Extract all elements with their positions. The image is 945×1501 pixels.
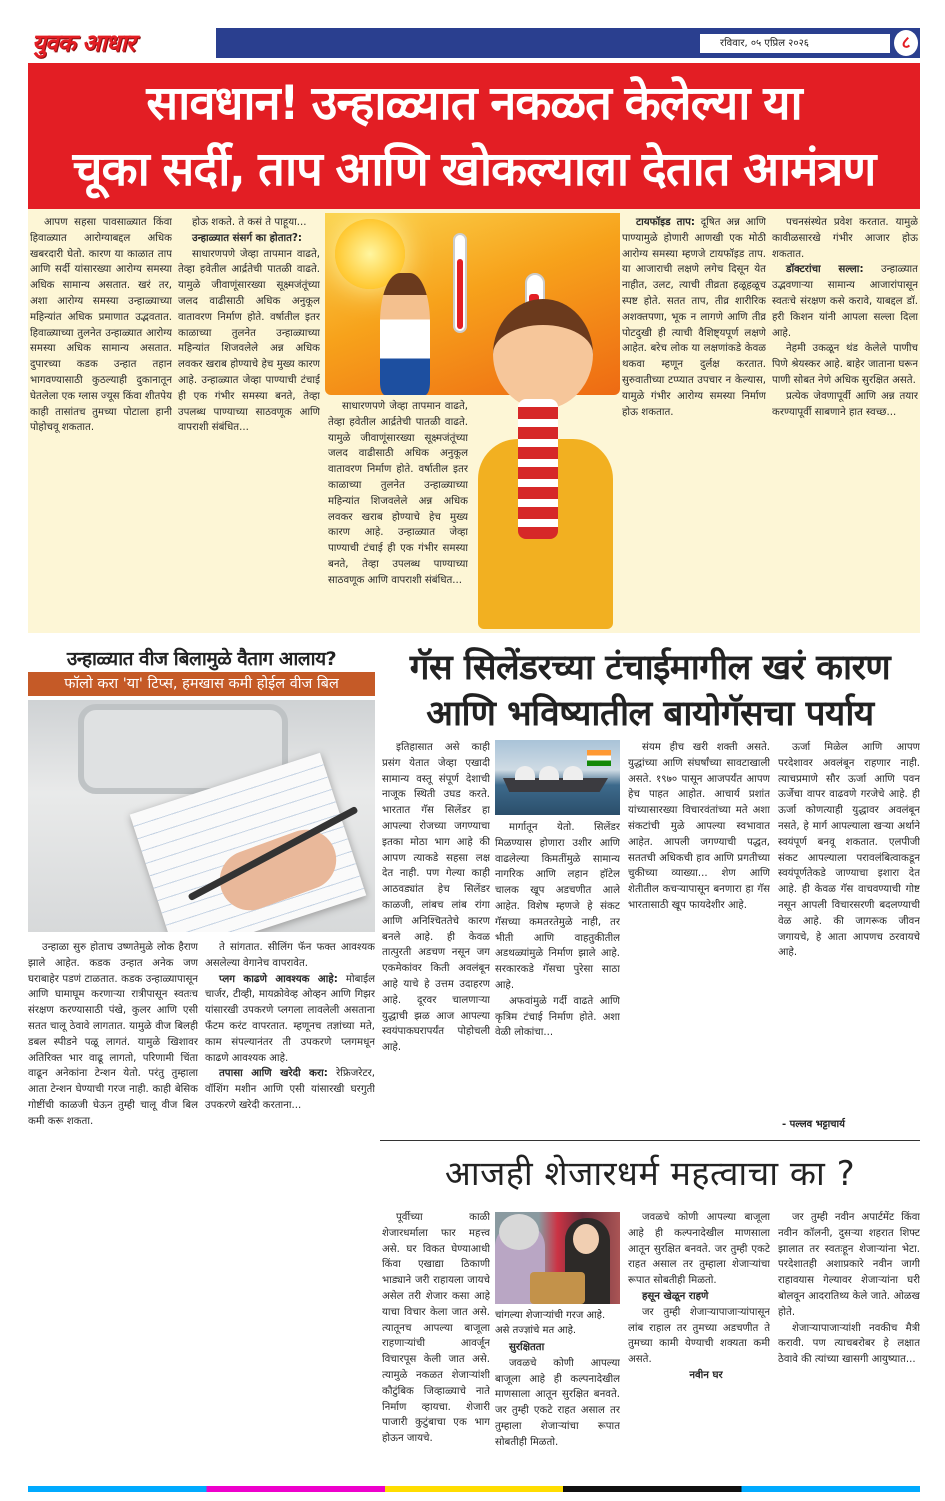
article-column bbox=[382, 1210, 490, 1475]
paragraph: अफवांमुळे गर्दी वाढते आणि कृत्रिम टंचाई निर्माण होते. अशा वेळी लोकांचा... bbox=[495, 995, 620, 1039]
paragraph: पूर्वीच्या काळी शेजारधर्माला फार महत्त्व असे. घर विकत घेण्याआधी किंवा एखाद्या ठिकाणी भाड्याने जरी राहायला जायचे असेल तरी शेजार कसा आहे याचा विचार केला जात असे. त्यातूनच आपल्या बाजूला राहणाऱ्यांची आवर्जून विचारपूस केली जात असे. त्यामुळे नकळत शेजाऱ्यांशी कौटुंबिक जिव्हाळ्याचे नाते निर्माण व्हायचा. शेजारी पाजारी कुटुंबाचा एक भाग होऊन जायचे. bbox=[382, 1212, 490, 1445]
man-figure bbox=[380, 273, 430, 395]
subheading: उन्हाळ्यात संसर्ग का होतात?: bbox=[192, 232, 302, 244]
paragraph: उन्हाळ्यात उद्भवणाऱ्या सामान्य आजारांपासून स्वतःचे संरक्षण कसे करावे, याबद्दल डॉ. हरी किशन यांनी आपला सल्ला दिला आहे. bbox=[772, 264, 918, 339]
neighbour-headline: आजही शेजारधर्म महत्वाचा का ? bbox=[444, 1154, 856, 1194]
article-column bbox=[30, 215, 172, 627]
article-column bbox=[778, 740, 920, 1112]
page-number: ८ bbox=[894, 30, 918, 56]
paragraph: मोबाईल चार्जर, टीव्ही, मायक्रोवेव्ह ओव्हन आणि गिझर यांसारखी उपकरणे प्लगला लावलेली असताना फँटम करंट वापरतात. म्हणूनच तज्ञांच्या मते, काम संपल्यानंतर ती उपकरणे प्लगमधून काढणे आवश्यक आहे. bbox=[205, 973, 375, 1064]
paragraph: आपण सहसा पावसाळ्यात किंवा हिवाळ्यात आरोग्याबद्दल अधिक खबरदारी घेतो. कारण या काळात ताप आणि सर्दी यांसारख्या आरोग्य समस्या अधिक सामान्य असतात. खरं तर, अशा आरोग्य समस्या उन्हाळ्याच्या महिन्यांत अधिक प्रमाणात उद्भवतात. हिवाळ्याच्या तुलनेत उन्हाळ्यात आरोग्य समस्या अधिक सामान्य असतात. दुपारच्या कडक उन्हात तहान भागवण्यासाठी कुठल्याही दुकानातून घेतलेला एक ग्लास ज्यूस किंवा शीतपेय काही तासांतच तुमच्या पोटाला हानी पोहोचवू शकतात. bbox=[30, 217, 172, 434]
subheading: डॉक्टरांचा सल्ला: bbox=[786, 264, 864, 276]
neighbours-photo bbox=[495, 1212, 620, 1304]
article-column bbox=[382, 740, 490, 1135]
paragraph: शेजाऱ्यापाजाऱ्यांशी नवकीच मैत्री करावी. पण त्याचबरोबर हे लक्षात ठेवावे की त्यांच्या खासगी आयुष्यात... bbox=[778, 1322, 920, 1366]
article-column bbox=[328, 399, 468, 627]
newspaper-logo: युवक आधार bbox=[28, 28, 216, 58]
headline-line-2: चूका सर्दी, ताप आणि खोकल्याला देतात आमंत्रण bbox=[72, 142, 876, 197]
paragraph: पचनसंस्थेत प्रवेश करतात. यामुळे कावीळसारखे गंभीर आजार होऊ शकतात. bbox=[772, 217, 918, 260]
lpg-ship-photo bbox=[495, 740, 620, 815]
thermometer-icon bbox=[453, 233, 467, 333]
article-column bbox=[628, 1210, 770, 1475]
electric-meter-photo bbox=[28, 700, 375, 932]
article-column bbox=[628, 740, 770, 1135]
paragraph: जवळचे कोणी आपल्या बाजूला आहे ही कल्पनादेखील माणसाला आतून सुरक्षित बनवते. जर तुम्ही एकटे राहत असाल तर तुम्हाला शेजाऱ्यांचा रूपात सोबतीही मिळतो. bbox=[628, 1212, 770, 1287]
paragraph: जर तुम्ही नवीन अपार्टमेंट किंवा नवीन कॉलनी, दुसऱ्या शहरात शिफ्ट झालात तर स्वतःहून शेजाऱ्यांना भेटा. परदेशातही अशाप्रकारे नवीन जागी राहावयास गेल्यावर शेजाऱ्यांना घरी बोलवून आदरातिथ्य केले जाते. ओळख होते. bbox=[778, 1212, 920, 1318]
subheading: टायफॉइड ताप: bbox=[636, 217, 695, 228]
masthead bbox=[28, 28, 920, 58]
sick-boy-illustration bbox=[468, 299, 620, 629]
subheading: तपासा आणि खरेदी करा: bbox=[219, 1068, 328, 1080]
article-column bbox=[178, 215, 320, 627]
divider bbox=[380, 1140, 920, 1141]
electricity-headline: उन्हाळ्यात वीज बिलामुळे वैताग आलाय? bbox=[66, 648, 337, 670]
author-byline: - पल्लव भट्टाचार्य bbox=[782, 1119, 845, 1130]
electricity-subheadline: फॉलो करा 'या' टिप्स, हमखास कमी होईल वीज बिल bbox=[28, 672, 375, 696]
paragraph: ऊर्जा मिळेल आणि आपण परदेशावर अवलंबून राहणार नाही. त्याचप्रमाणे सौर ऊर्जा आणि पवन ऊर्जेचा वापर वाढवणे गरजेचे आहे. ही ऊर्जा कोणत्याही युद्धावर अवलंबून नसते, हे मार्ग आपल्याला खऱ्या अर्थाने स्वयंपूर्ण बनवू शकतात. एलपीजी संकट आपल्याला परावलंबित्वाकडून स्वयंपूर्णतेकडे जाण्याचा इशारा देत आहे. ही केवळ गॅस वाचवण्याची गोष्ट नसून आपली विचारसरणी बदलण्याची वेळ आहे. की जागरूक जीवन जगायचे, हे आता आपणच ठरवायचे आहे. bbox=[778, 742, 920, 959]
paragraph: मार्गातून येतो. सिलेंडर मिळण्यास होणारा उशीर आणि वाढलेल्या किमतींमुळे सामान्य नागरिक आणि लहान हॉटेल चालक खूप अडचणीत आले आहेत. विशेष म्हणजे हे संकट गॅसच्या कमतरतेमुळे नाही, तर भीती आणि वाहतुकीतील अडथळ्यांमुळे निर्माण झाले आहे. सरकारकडे गॅसचा पुरेसा साठा आहे. bbox=[495, 822, 620, 991]
subheading: हसून खेळून राहणे bbox=[642, 1290, 709, 1302]
article-column bbox=[28, 940, 198, 1475]
india-flag-icon bbox=[587, 750, 611, 766]
summer-article bbox=[28, 209, 920, 633]
paragraph: साधारणपणे जेव्हा तापमान वाढते, तेव्हा हवेतील आर्द्रतेची पातळी वाढते. यामुळे जीवाणूंसारख्या सूक्ष्मजंतूंच्या जलद वाढीसाठी अधिक अनुकूल वातावरण निर्माण होते. वर्षातील इतर काळाच्या तुलनेत उन्हाळ्याच्या महिन्यांत शिजवलेले अन्न अधिक लवकर खराब होण्याचे हेच मुख्य कारण आहे. उन्हाळ्यात जेव्हा पाण्याची टंचाई ही एक गंभीर समस्या बनते, तेव्हा उपलब्ध पाण्याच्या साठवणूक आणि वापराशी संबंधित... bbox=[328, 401, 468, 586]
article-column bbox=[495, 1340, 620, 1475]
subheading: सुरक्षितता bbox=[509, 1342, 545, 1353]
paragraph: रेफ्रिजरेटर, वॉशिंग मशीन आणि एसी यांसारखी घरगुती उपकरणे खरेदी करताना... bbox=[205, 1068, 375, 1111]
headline-line-1: गॅस सिलेंडरच्या टंचाईमागील खरं कारण bbox=[409, 648, 891, 688]
gas-headline bbox=[380, 645, 920, 737]
article-column bbox=[205, 940, 375, 1475]
article-column bbox=[622, 215, 766, 627]
paragraph: साधारणपणे जेव्हा तापमान वाढते, तेव्हा हवेतील आर्द्रतेची पातळी वाढते. यामुळे जीवाणूंसारख्या सूक्ष्मजंतूंच्या जलद वाढीसाठी अधिक अनुकूल वातावरण निर्माण होते. वर्षातील इतर काळाच्या तुलनेत उन्हाळ्याच्या महिन्यांत शिजवलेले अन्न अधिक लवकर खराब होण्याचे हेच मुख्य कारण आहे. उन्हाळ्यात जेव्हा पाण्याची टंचाई ही एक गंभीर समस्या बनते, तेव्हा उपलब्ध पाण्याच्या साठवणूक आणि वापराशी संबंधित... bbox=[178, 248, 320, 434]
article-column bbox=[495, 820, 620, 1135]
print-color-bar bbox=[28, 1486, 920, 1492]
photo-caption: चांगल्या शेजाऱ्यांची गरज आहे. असे तज्ज्ञांचे मत आहे. bbox=[495, 1310, 606, 1336]
paragraph: जवळचे कोणी आपल्या बाजूला आहे ही कल्पनादेखील माणसाला आतून सुरक्षित बनवते. जर तुम्ही एकटे राहत असाल तर तुम्हाला शेजाऱ्यांचा रूपात सोबतीही मिळतो. bbox=[495, 1357, 620, 1448]
paragraph: उन्हाळा सुरु होताच उष्णतेमुळे लोक हैराण झाले आहेत. कडक उन्हात अनेक जण घराबाहेर पडणं टाळतात. कडक उन्हाळ्यापासून आणि घामाघूम करणाऱ्या रात्रीपासून स्वतःच संरक्षण करण्यासाठी पंखे, कुलर आणि एसी सतत चालू ठेवावे लागतात. यामुळे वीज बिलही डबल स्पीडने पळू लागतं. यामुळे खिशावर अतिरिक्त भार वाढू लागतो, परिणामी चिंता वाढून अनेकांना टेन्शन येतो. परंतु तुम्हाला आता टेन्शन घेण्याची गरज नाही. काही बेसिक गोष्टींची काळजी घेऊन तुम्ही चालू वीज बिल कमी करू शकता. bbox=[28, 942, 198, 1127]
headline-line-2: आणि भविष्यातील बायोगॅसचा पर्याय bbox=[426, 694, 874, 734]
paragraph: ते सांगतात. सीलिंग फॅन फक्त आवश्यक असलेल्या वेगानेच वापरावेत. bbox=[205, 942, 375, 969]
paragraph: इतिहासात असे काही प्रसंग येतात जेव्हा एखादी सामान्य वस्तू संपूर्ण देशाची नाजूक स्थिती उघड करते. भारतात गॅस सिलेंडर हा आपल्या रोजच्या जगण्याचा इतका मोठा भाग आहे की आपण त्याकडे सहसा लक्ष देत नाही. पण गेल्या काही आठवड्यांत हेच सिलेंडर काळजी, लांबच लांब रांगा आणि अनिश्चिततेचे कारण बनले आहे. ही केवळ तात्पुरती अडचण नसून जग एकमेकांवर किती अवलंबून आहे याचे हे उत्तम उदाहरण आहे. दूरवर चालणाऱ्या युद्धाची झळ आज आपल्या स्वयंपाकघरापर्यंत पोहोचली आहे. bbox=[382, 742, 490, 1054]
headline-line-1: सावधान! उन्हाळ्यात नकळत केलेल्या या bbox=[146, 76, 802, 131]
paragraph: प्रत्येक जेवणापूर्वी आणि अन्न तयार करण्यापूर्वी साबणाने हात स्वच्छ... bbox=[772, 390, 918, 418]
subheading: प्लग काढणे आवश्यक आहे: bbox=[219, 973, 338, 985]
paragraph: जर तुम्ही शेजाऱ्यापाजाऱ्यांपासून लांब राहाल तर तुमच्या अडचणीत ते तुमच्या कामी येण्याची शक्यता कमी असते. bbox=[628, 1306, 770, 1366]
paragraph: नेहमी उकळून थंड केलेले पाणीच पिणे श्रेयस्कर आहे. बाहेर जाताना घरून पाणी सोबत नेणे अधिक सुरक्षित असते. bbox=[772, 343, 918, 386]
paragraph: होऊ शकते. ते कसं ते पाहूया... bbox=[192, 217, 307, 228]
paragraph: संयम हीच खरी शक्ती असते. युद्धांच्या आणि संघर्षांच्या सावटाखाली असते. १९७० पासून आजपर्यंत आपण हेच पाहत आहोत. आचार्य प्रशांत यांच्यासारख्या विचारवंतांच्या मते अशा संकटांची मुळे आपल्या स्वभावात आहेत. आपली जगण्याची पद्धत, सततची अधिकची हाव आणि प्रगतीच्या चुकीच्या व्याख्या... शेण आणि शेतीतील कचऱ्यापासून बनणारा हा गॅस भारतासाठी खूप फायदेशीर आहे. bbox=[628, 742, 770, 911]
article-column bbox=[778, 1210, 920, 1475]
paragraph: दूषित अन्न आणि पाण्यामुळे होणारी आणखी एक मोठी आरोग्य समस्या म्हणजे टायफॉइड ताप. या आजाराची लक्षणे लगेच दिसून येत नाहीत, उलट, त्याची तीव्रता हळूहळूच स्पष्ट होते. सतत ताप, तीव्र शारीरिक अशक्तपणा, भूक न लागणे आणि तीव्र पोटदुखी ही त्याची वैशिष्ट्यपूर्ण लक्षणे आहेत. बरेच लोक या लक्षणांकडे केवळ थकवा म्हणून दुर्लक्ष करतात. सुरुवातीच्या टप्प्यात उपचार न केल्यास, यामुळे गंभीर आरोग्य समस्या निर्माण होऊ शकतात. bbox=[622, 217, 766, 418]
summer-headline-banner bbox=[28, 63, 920, 209]
subheading: नवीन घर bbox=[689, 1369, 723, 1381]
article-column bbox=[772, 215, 918, 627]
issue-date: रविवार, ०५ एप्रिल २०२६ bbox=[700, 34, 890, 53]
